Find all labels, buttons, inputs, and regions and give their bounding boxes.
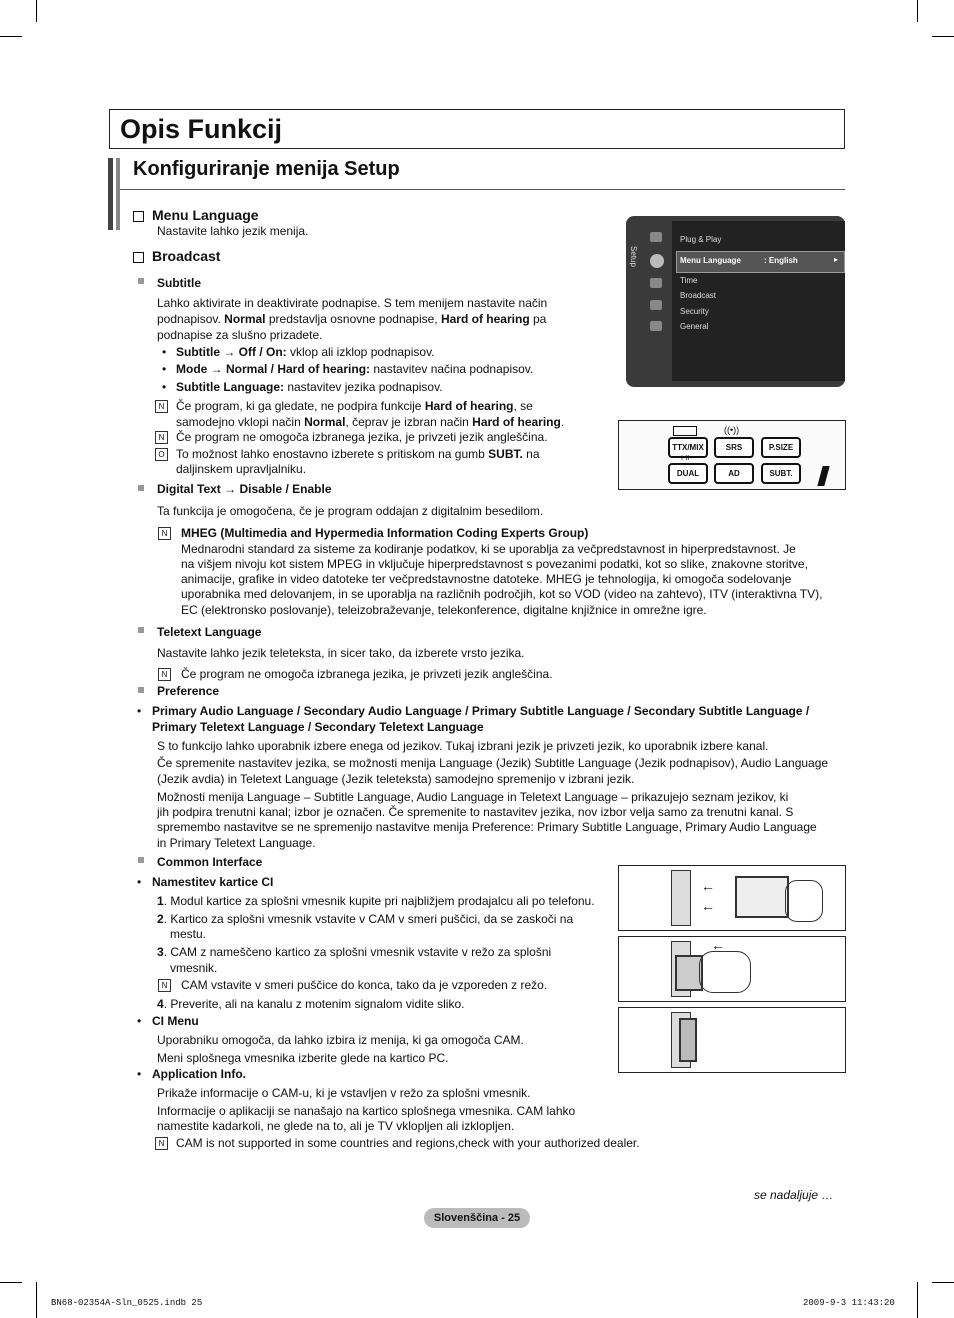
- square-bullet-icon: [138, 627, 144, 633]
- note-icon: N: [155, 1137, 168, 1150]
- remote-button: DUAL: [668, 463, 708, 484]
- ci-step: 2. Kartico za splošni vmesnik vstavite v CAM v smeri puščici, da se zaskoči na: [157, 912, 574, 926]
- ci-card-title: Namestitev kartice CI: [152, 875, 274, 889]
- crop-mark: [917, 1282, 918, 1318]
- arrow-right-icon: ▸: [834, 255, 839, 264]
- tv-menu-item-selected: Menu Language: [680, 256, 741, 265]
- mheg-desc: animacije, grafike in video datoteke ter večpredstavnostne datoteke. MHEG je tehnologija, ki omogoča sodelovanje: [181, 572, 792, 586]
- broadcast-heading: Broadcast: [133, 248, 220, 264]
- ci-menu-desc: Uporabniku omogoča, da lahko izbira iz menija, ki ga omogoča CAM.: [157, 1033, 524, 1047]
- application-info-desc: Prikaže informacije o CAM-u, ki je vstavljen v režo za splošni vmesnik.: [157, 1086, 531, 1100]
- print-info-left: BN68-02354A-Sln_0525.indb 25: [51, 1298, 203, 1308]
- ci-step: 4. Preverite, ali na kanalu z motenim signalom vidite sliko.: [157, 997, 465, 1011]
- bullet-icon: •: [137, 1014, 142, 1028]
- note-icon: N: [158, 668, 171, 681]
- application-info-desc: namestite kadarkoli, ne glede na to, ali je TV vklopljen ali izklopljen.: [157, 1119, 515, 1133]
- square-bullet-icon: [138, 857, 144, 863]
- common-interface-title: Common Interface: [157, 855, 263, 869]
- preference-desc: jih podpira trenutni kanal; izbor je označen. Če spremenite to nastavitev jezika, nov izbor velja samo za trenutni kanal. S: [157, 805, 794, 819]
- teletext-icon: [673, 426, 697, 436]
- hand-icon: [785, 880, 823, 922]
- subtitle-desc: Lahko aktivirate in deaktivirate podnapise. S tem menijem nastavite način: [157, 296, 548, 310]
- square-bullet-icon: [138, 278, 144, 284]
- ci-card-icon: [735, 876, 789, 918]
- picture-icon: [650, 321, 662, 331]
- input-icon: [650, 232, 662, 242]
- ci-card-illustration: [618, 865, 846, 931]
- ci-slot: [671, 870, 691, 926]
- note-text: CAM is not supported in some countries and regions,check with your authorized dealer.: [176, 1136, 640, 1150]
- preference-languages: Primary Teletext Language / Secondary Teletext Language: [152, 720, 484, 734]
- application-info-title: Application Info.: [152, 1067, 246, 1081]
- note-text: Če program ne omogoča izbranega jezika, je privzeti jezik angleščina.: [181, 667, 553, 681]
- dual-label: I-II: [681, 455, 690, 462]
- tv-menu-item: Time: [680, 276, 698, 285]
- hand-icon: [699, 951, 751, 993]
- section-title: Konfiguriranje menija Setup: [133, 158, 400, 180]
- section-divider: [120, 189, 845, 190]
- checkbox-icon: [133, 252, 144, 263]
- note-text: To možnost lahko enostavno izberete s pritiskom na gumb SUBT. na: [176, 447, 540, 461]
- sound-icon: [650, 278, 662, 288]
- section-bar: [116, 158, 120, 230]
- crop-mark: [0, 36, 22, 37]
- setup-gear-icon: [650, 254, 664, 268]
- subtitle-title: Subtitle: [157, 276, 201, 290]
- channel-icon: [650, 300, 662, 310]
- remote-button: SRS: [714, 437, 754, 458]
- continued-label: se nadaljuje …: [754, 1188, 834, 1202]
- ci-step: mestu.: [170, 927, 207, 941]
- crop-mark: [932, 36, 954, 37]
- teletext-title: Teletext Language: [157, 625, 262, 639]
- preference-desc: Če spremenite nastavitev jezika, se možnosti menija Language (Jezik) Subtitle Language (Jezik podnapisov), Audio Language: [157, 756, 829, 770]
- application-info-desc: Informacije o aplikaciji se nanašajo na kartico splošnega vmesnika. CAM lahko: [157, 1104, 576, 1118]
- note-text: daljinskem upravljalniku.: [176, 462, 307, 476]
- square-bullet-icon: [138, 687, 144, 693]
- tv-menu-item: Security: [680, 307, 709, 316]
- crop-mark: [36, 0, 37, 22]
- menu-language-heading: Menu Language: [133, 207, 259, 223]
- preference-title: Preference: [157, 684, 220, 698]
- mheg-desc: Mednarodni standard za sisteme za kodiranje podatkov, ki se uporablja za večpredstavnost in hiperpredstavnost. Je: [181, 542, 796, 556]
- preference-desc: (Jezik avdia) in Teletext Language (Jezik teleteksta) samodejno spremenijo v izbrani jezik.: [157, 772, 635, 786]
- digital-text-title: Digital Text → Disable / Enable: [157, 482, 332, 496]
- crop-mark: [36, 1282, 37, 1318]
- remote-button-subt: SUBT.: [761, 463, 801, 484]
- print-info-right: 2009-9-3 11:43:20: [803, 1298, 895, 1308]
- preference-desc: S to funkcijo lahko uporabnik izbere enega od jezikov. Tukaj izbrani jezik je privzeti jezik, ko uporabnik izbere kanal.: [157, 739, 769, 753]
- ci-step: 1. Modul kartice za splošni vmesnik kupite pri najbližjem prodajalcu ali po telefonu.: [157, 894, 595, 908]
- bullet-icon: •: [162, 362, 167, 376]
- note-icon: N: [155, 400, 168, 413]
- remote-button: AD: [714, 463, 754, 484]
- subtitle-option: Subtitle Language: nastavitev jezika podnapisov.: [176, 380, 443, 394]
- subtitle-option: Mode → Normal / Hard of hearing: nastavitev načina podnapisov.: [176, 362, 534, 376]
- arrow-left-icon: ←: [701, 878, 715, 894]
- tv-menu-selected-value: : English: [764, 256, 798, 265]
- note-text: Če program ne omogoča izbranega jezika, je privzeti jezik angleščina.: [176, 430, 548, 444]
- bullet-icon: •: [137, 1067, 142, 1081]
- subtitle-desc: podnapisov. Normal predstavlja osnovne podnapise, Hard of hearing pa: [157, 312, 547, 326]
- tv-menu-panel: [672, 221, 845, 381]
- bullet-icon: •: [162, 380, 167, 394]
- cam-insert-illustration: [618, 936, 846, 1002]
- remote-button: TTX/MIX: [668, 437, 708, 458]
- page-title-box: [109, 109, 845, 149]
- note-icon: N: [158, 527, 171, 540]
- remote-button: P.SIZE: [761, 437, 801, 458]
- note-text: Če program, ki ga gledate, ne podpira funkcije Hard of hearing, se: [176, 399, 533, 413]
- mheg-title: MHEG (Multimedia and Hypermedia Information Coding Experts Group): [181, 526, 589, 540]
- mheg-desc: na višjem nivoju kot sistem MPEG in vključuje hiperpredstavnost s povezanimi podatki, kot so slike, znakovne storitve,: [181, 557, 808, 571]
- cam-inserted-illustration: [618, 1007, 846, 1073]
- ci-menu-desc: Meni splošnega vmesnika izberite glede na kartico PC.: [157, 1051, 449, 1065]
- digital-text-desc: Ta funkcija je omogočena, če je program oddajan z digitalnim besedilom.: [157, 504, 544, 518]
- ci-menu-title: CI Menu: [152, 1014, 199, 1028]
- note-icon: N: [158, 979, 171, 992]
- crop-mark: [917, 0, 918, 22]
- tv-menu-item: Broadcast: [680, 291, 717, 300]
- preference-desc: in Primary Teletext Language.: [157, 836, 316, 850]
- ci-step: vmesnik.: [170, 961, 218, 975]
- srs-icon: ((•)): [724, 425, 740, 435]
- arrow-left-icon: ←: [701, 898, 715, 914]
- checkbox-icon: [133, 211, 144, 222]
- preference-desc: Možnosti menija Language – Subtitle Language, Audio Language in Teletext Language – prikazujejo seznam jezikov, ki: [157, 790, 789, 804]
- crop-mark: [0, 1282, 22, 1283]
- mheg-desc: EC (elektronsko poslovanje), teleizobraževanje, telekonference, digitalne knjižnice in omrežne igre.: [181, 603, 707, 617]
- preference-languages: Primary Audio Language / Secondary Audio Language / Primary Subtitle Language / Secondary Subtitle Language /: [152, 704, 810, 718]
- crop-mark: [932, 1282, 954, 1283]
- page-title: Opis Funkcij: [120, 114, 283, 144]
- square-bullet-icon: [138, 485, 144, 491]
- tv-menu-side-label: Setup: [629, 246, 638, 267]
- preference-desc: spremembo nastavitve se ne spremenijo nastavitve menija Preference: Primary Subtitle Language, Primary Audio Language: [157, 820, 817, 834]
- bullet-icon: •: [137, 875, 142, 889]
- section-bar: [108, 158, 113, 230]
- mheg-desc: uporabnika med delovanjem, in se uporablja na različnih področjih, kot so VOD (video na zahtevo), ITV (interaktivna TV),: [181, 587, 823, 601]
- note-text: samodejno vklopi način Normal, čeprav je izbran način Hard of hearing.: [176, 415, 565, 429]
- subtitle-desc: podnapise za slušno prizadete.: [157, 328, 323, 342]
- note-text: CAM vstavite v smeri puščice do konca, tako da je vzporeden z režo.: [181, 978, 548, 992]
- cam-module-icon: [679, 1018, 697, 1062]
- subtitle-option: Subtitle → Off / On: vklop ali izklop podnapisov.: [176, 345, 435, 359]
- tv-menu-item: General: [680, 322, 709, 331]
- bullet-icon: •: [162, 345, 167, 359]
- teletext-desc: Nastavite lahko jezik teleteksta, in sicer tako, da izberete vrsto jezika.: [157, 646, 525, 660]
- remote-note-icon: O: [155, 448, 168, 461]
- page-number: Slovenščina - 25: [424, 1208, 530, 1228]
- menu-language-desc: Nastavite lahko jezik menija.: [157, 224, 309, 238]
- note-icon: N: [155, 431, 168, 444]
- tv-menu-item: Plug & Play: [680, 235, 722, 244]
- bullet-icon: •: [137, 704, 142, 718]
- arrow-left-icon: ←: [711, 937, 725, 953]
- ci-step: 3. CAM z nameščeno kartico za splošni vmesnik vstavite v režo za splošni: [157, 945, 552, 959]
